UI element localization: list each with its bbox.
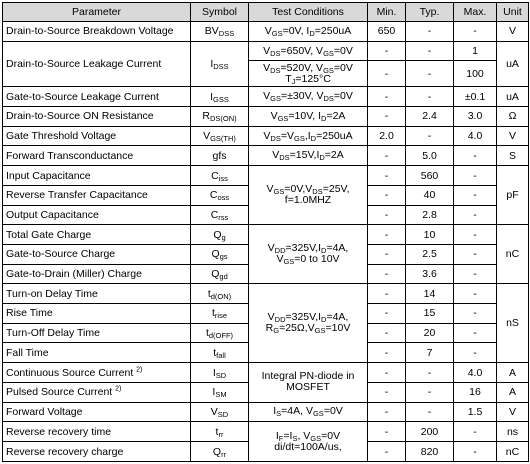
symbol-cell: $C_{oss}$	[191, 185, 249, 205]
condition-cell: $V_{DD}=325V,I_D=4A$, $V_{GS}=0$ to 10V	[249, 225, 368, 284]
typ-cell: 2.4	[406, 107, 454, 127]
condition-cell: $V_{GS}=\pm 30V$, $V_{DS}=0V$	[249, 87, 368, 107]
table-body	[3, 22, 529, 462]
typ-cell: 15	[406, 304, 454, 324]
parameter-cell: Input Capacitance	[3, 166, 191, 186]
unit-cell: uA	[497, 41, 529, 87]
typ-cell: 14	[406, 284, 454, 304]
parameter-cell: Gate Threshold Voltage	[3, 126, 191, 146]
typ-cell: 2.5	[406, 244, 454, 264]
max-cell: -	[454, 244, 497, 264]
unit-cell: V	[497, 22, 529, 42]
min-cell: -	[368, 225, 406, 245]
max-cell: -	[454, 205, 497, 225]
parameter-cell: Output Capacitance	[3, 205, 191, 225]
min-cell: -	[368, 442, 406, 462]
max-cell: 4.0	[454, 126, 497, 146]
header-min: Min.	[368, 3, 406, 22]
min-cell: -	[368, 382, 406, 402]
parameter-cell: Turn-on Delay Time	[3, 284, 191, 304]
condition-cell: $V_{GS}=0V$, $I_D=250uA$	[249, 22, 368, 42]
symbol-cell: $V_{SD}$	[191, 402, 249, 422]
typ-cell: 200	[406, 422, 454, 442]
max-cell: 16	[454, 382, 497, 402]
unit-cell: V	[497, 126, 529, 146]
typ-cell: -	[406, 41, 454, 61]
table-row	[3, 22, 529, 42]
min-cell: -	[368, 146, 406, 166]
symbol-cell: $t_{d(ON)}$	[191, 284, 249, 304]
header-typ: Typ.	[406, 3, 454, 22]
parameter-cell: Forward Voltage	[3, 402, 191, 422]
parameter-cell: Gate-to-Drain (Miller) Charge	[3, 264, 191, 284]
condition-cell: Integral PN-diode in MOSFET	[249, 363, 368, 402]
symbol-cell: $Q_{gs}$	[191, 244, 249, 264]
min-cell: -	[368, 422, 406, 442]
max-cell: -	[454, 343, 497, 363]
unit-cell: uA	[497, 87, 529, 107]
max-cell: -	[454, 146, 497, 166]
unit-cell: Ω	[497, 107, 529, 127]
typ-cell: -	[406, 126, 454, 146]
symbol-cell: $t_{fall}$	[191, 343, 249, 363]
symbol-cell: $I_{GSS}$	[191, 87, 249, 107]
header-symbol: Symbol	[191, 3, 249, 22]
unit-cell: nC	[497, 225, 529, 284]
symbol-cell: $t_{rise}$	[191, 304, 249, 324]
max-cell: 1	[454, 41, 497, 61]
parameter-cell: Reverse recovery charge	[3, 442, 191, 462]
max-cell: ±0.1	[454, 87, 497, 107]
min-cell: -	[368, 107, 406, 127]
min-cell: -	[368, 185, 406, 205]
unit-cell: A	[497, 382, 529, 402]
parameter-cell: Total Gate Charge	[3, 225, 191, 245]
min-cell: -	[368, 402, 406, 422]
symbol-cell: $C_{iss}$	[191, 166, 249, 186]
typ-cell: -	[406, 22, 454, 42]
symbol-cell: $I_{DSS}$	[191, 41, 249, 87]
header-max: Max.	[454, 3, 497, 22]
table-row	[3, 41, 529, 61]
typ-cell: -	[406, 61, 454, 87]
symbol-cell: $Q_{rr}$	[191, 442, 249, 462]
max-cell: 1.5	[454, 402, 497, 422]
symbol-cell: $R_{DS(ON)}$	[191, 107, 249, 127]
unit-cell: pF	[497, 166, 529, 225]
min-cell: -	[368, 41, 406, 61]
max-cell: -	[454, 442, 497, 462]
table-row	[3, 107, 529, 127]
max-cell: -	[454, 166, 497, 186]
unit-cell: A	[497, 363, 529, 383]
table-row	[3, 225, 529, 245]
condition-cell: $V_{DS}=650V$, $V_{GS}=0V$	[249, 41, 368, 61]
symbol-cell: gfs	[191, 146, 249, 166]
condition-cell: $V_{DS}=15V,I_D=2A$	[249, 146, 368, 166]
condition-cell: $I_F=I_S$, $V_{GS}=0V$ di/dt=100A/us,	[249, 422, 368, 462]
typ-cell: 20	[406, 323, 454, 343]
max-cell: -	[454, 422, 497, 442]
table-row	[3, 126, 529, 146]
max-cell: -	[454, 22, 497, 42]
parameter-cell: Gate-to-Source Leakage Current	[3, 87, 191, 107]
table-row	[3, 146, 529, 166]
max-cell: -	[454, 304, 497, 324]
typ-cell: -	[406, 382, 454, 402]
parameter-cell: Pulsed Source Current $^{2)}$	[3, 382, 191, 402]
table-row	[3, 422, 529, 442]
typ-cell: 5.0	[406, 146, 454, 166]
typ-cell: 7	[406, 343, 454, 363]
typ-cell: 40	[406, 185, 454, 205]
min-cell: -	[368, 343, 406, 363]
table-row	[3, 284, 529, 304]
max-cell: 3.0	[454, 107, 497, 127]
condition-cell: $V_{DS}=V_{GS},I_D=250uA$	[249, 126, 368, 146]
max-cell: 4.0	[454, 363, 497, 383]
unit-cell: nC	[497, 442, 529, 462]
parameter-cell: Drain-to-Source Leakage Current	[3, 41, 191, 87]
typ-cell: 2.8	[406, 205, 454, 225]
max-cell: 100	[454, 61, 497, 87]
min-cell: -	[368, 166, 406, 186]
table-row	[3, 402, 529, 422]
symbol-cell: $I_{SM}$	[191, 382, 249, 402]
min-cell: -	[368, 323, 406, 343]
header-parameter: Parameter	[3, 3, 191, 22]
typ-cell: 560	[406, 166, 454, 186]
header-unit: Unit	[497, 3, 529, 22]
typ-cell: -	[406, 363, 454, 383]
unit-cell: ns	[497, 422, 529, 442]
typ-cell: 820	[406, 442, 454, 462]
condition-cell: $V_{GS}=0V,V_{DS}=25V$, f=1.0MHZ	[249, 166, 368, 225]
max-cell: -	[454, 284, 497, 304]
parameter-cell: Forward Transconductance	[3, 146, 191, 166]
max-cell: -	[454, 185, 497, 205]
symbol-cell: $I_{SD}$	[191, 363, 249, 383]
min-cell: -	[368, 244, 406, 264]
min-cell: -	[368, 87, 406, 107]
typ-cell: 3.6	[406, 264, 454, 284]
symbol-cell: $C_{rss}$	[191, 205, 249, 225]
condition-cell: $V_{GS}=10V$, $I_D=2A$	[249, 107, 368, 127]
table-row	[3, 166, 529, 186]
min-cell: -	[368, 284, 406, 304]
condition-cell: $V_{DD}=325V,I_D=4A$, $R_G=25\Omega,V_{GS}=10V$	[249, 284, 368, 363]
table-row	[3, 87, 529, 107]
parameter-cell: Reverse Transfer Capacitance	[3, 185, 191, 205]
min-cell: -	[368, 205, 406, 225]
symbol-cell: $Q_g$	[191, 225, 249, 245]
symbol-cell: $Q_{gd}$	[191, 264, 249, 284]
typ-cell: 10	[406, 225, 454, 245]
typ-cell: -	[406, 402, 454, 422]
symbol-cell: $V_{GS(TH)}$	[191, 126, 249, 146]
max-cell: -	[454, 323, 497, 343]
parameter-cell: Gate-to-Source Charge	[3, 244, 191, 264]
max-cell: -	[454, 225, 497, 245]
parameter-cell: Drain-to-Source Breakdown Voltage	[3, 22, 191, 42]
unit-cell: nS	[497, 284, 529, 363]
condition-cell: $I_S=4A$, $V_{GS}=0V$	[249, 402, 368, 422]
unit-cell: V	[497, 402, 529, 422]
parameter-cell: Drain-to-Source ON Resistance	[3, 107, 191, 127]
table-row	[3, 363, 529, 383]
symbol-cell: $BV_{DSS}$	[191, 22, 249, 42]
min-cell: -	[368, 304, 406, 324]
header-row	[3, 3, 529, 22]
electrical-characteristics-table	[2, 2, 529, 462]
min-cell: 2.0	[368, 126, 406, 146]
unit-cell: S	[497, 146, 529, 166]
header-test-conditions: Test Conditions	[249, 3, 368, 22]
parameter-cell: Reverse recovery time	[3, 422, 191, 442]
min-cell: -	[368, 264, 406, 284]
parameter-cell: Turn-Off Delay Time	[3, 323, 191, 343]
typ-cell: -	[406, 87, 454, 107]
table-header	[3, 3, 529, 22]
min-cell: -	[368, 61, 406, 87]
condition-cell: $V_{DS}=520V$, $V_{GS}=0V$ $T_J=125^\circ C$	[249, 61, 368, 87]
max-cell: -	[454, 264, 497, 284]
min-cell: -	[368, 363, 406, 383]
parameter-cell: Continuous Source Current $^{2)}$	[3, 363, 191, 383]
symbol-cell: $t_{rr}$	[191, 422, 249, 442]
parameter-cell: Rise Time	[3, 304, 191, 324]
symbol-cell: $t_{d(OFF)}$	[191, 323, 249, 343]
min-cell: 650	[368, 22, 406, 42]
parameter-cell: Fall Time	[3, 343, 191, 363]
